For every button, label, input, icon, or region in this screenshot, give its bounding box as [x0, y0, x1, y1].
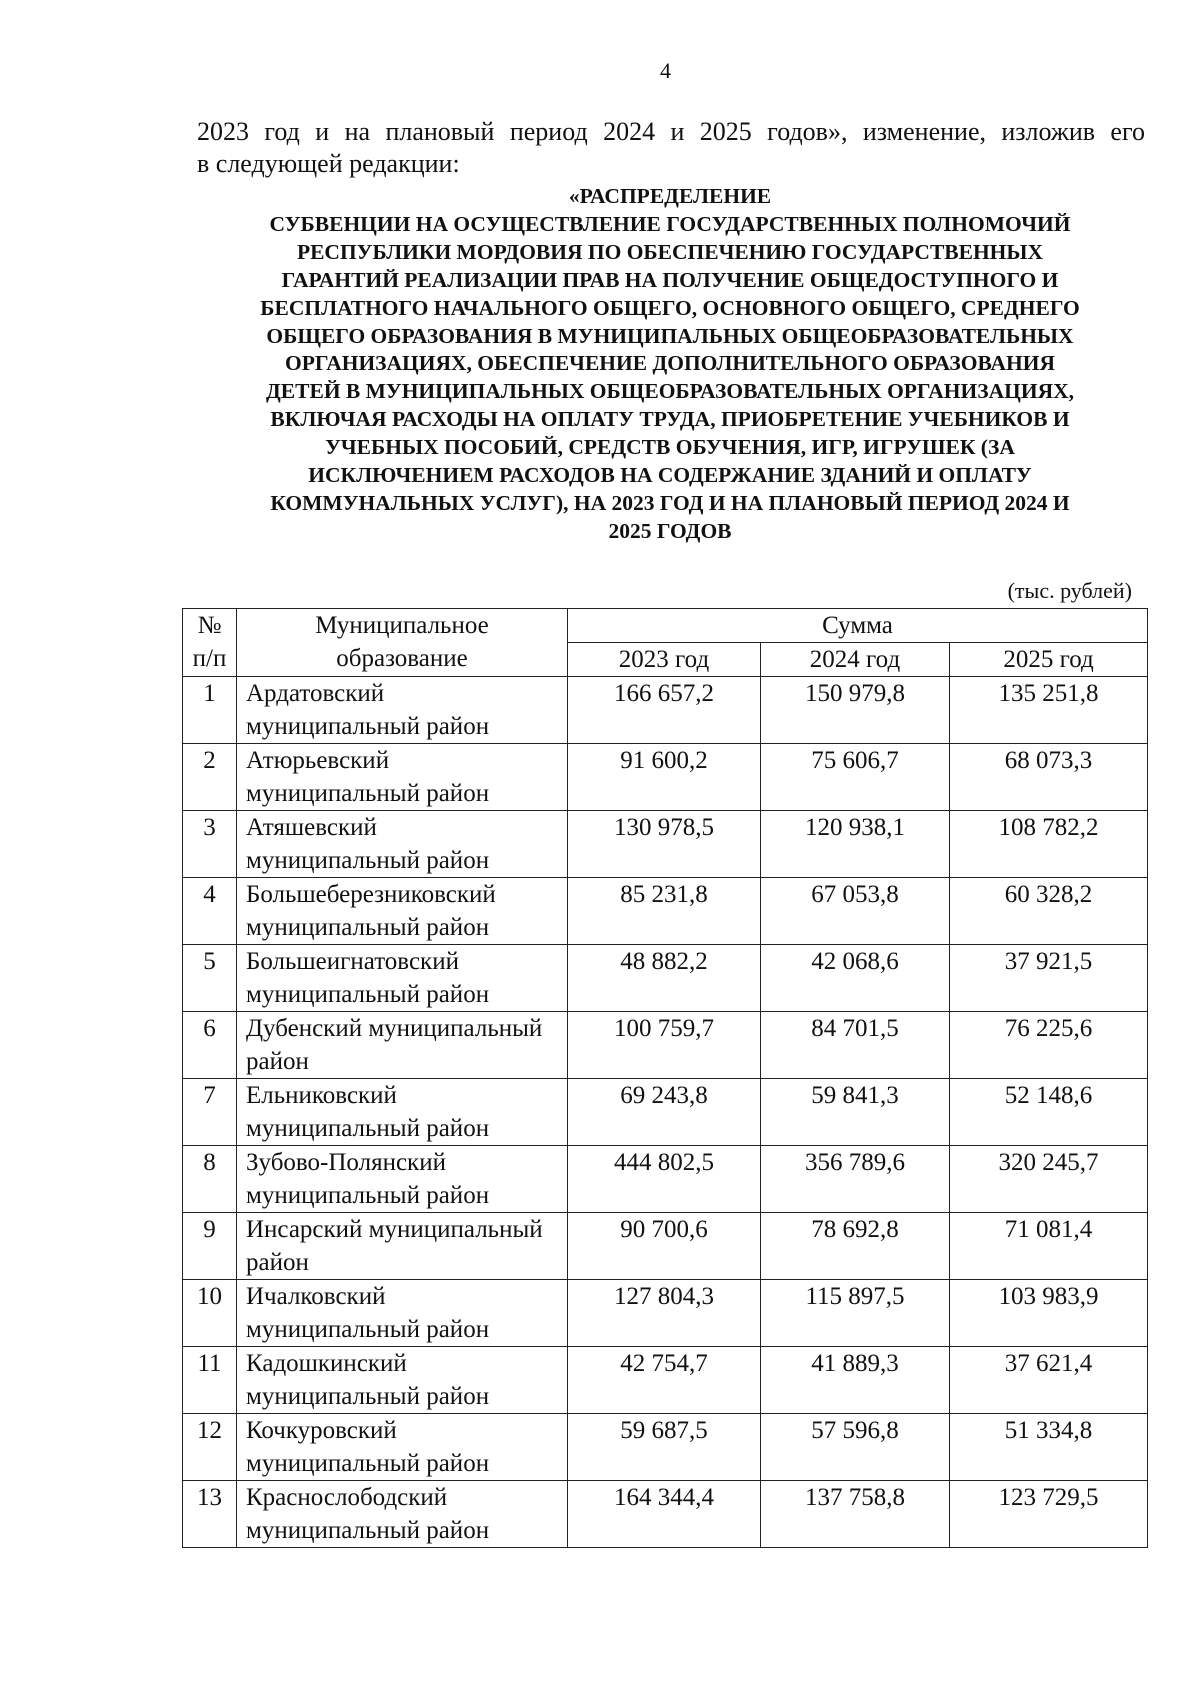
- municipality-name: [237, 1280, 568, 1347]
- value-2025: 135 251,8: [950, 677, 1148, 744]
- title-line: ОБЩЕГО ОБРАЗОВАНИЯ В МУНИЦИПАЛЬНЫХ ОБЩЕОБРАЗОВАТЕЛЬНЫХ: [266, 323, 1074, 348]
- header-number: [183, 609, 237, 677]
- municipality-name-line: Атюрьевский: [246, 747, 390, 774]
- table-row: [183, 677, 1148, 744]
- title-line: ДЕТЕЙ В МУНИЦИПАЛЬНЫХ ОБЩЕОБРАЗОВАТЕЛЬНЫХ ОРГАНИЗАЦИЯХ,: [266, 379, 1074, 404]
- table-row: [183, 744, 1148, 811]
- municipality-name-line: Ардатовский: [246, 680, 385, 707]
- table-row: [183, 1347, 1148, 1414]
- row-number: 5: [183, 945, 237, 1012]
- value-2024: 59 841,3: [761, 1079, 950, 1146]
- table-row: [183, 1146, 1148, 1213]
- header-sum: Сумма: [568, 609, 1148, 643]
- municipality-name: [237, 1146, 568, 1213]
- value-2023: 48 882,2: [568, 945, 761, 1012]
- municipality-name-line: Кадошкинский: [246, 1350, 407, 1377]
- value-2025: 103 983,9: [950, 1280, 1148, 1347]
- municipality-name: [237, 677, 568, 744]
- table-body: [183, 677, 1148, 1548]
- title-line: КОММУНАЛЬНЫХ УСЛУГ), НА 2023 ГОД И НА ПЛАНОВЫЙ ПЕРИОД 2024 И: [270, 490, 1070, 515]
- title-line: ВКЛЮЧАЯ РАСХОДЫ НА ОПЛАТУ ТРУДА, ПРИОБРЕТЕНИЕ УЧЕБНИКОВ И: [270, 407, 1070, 432]
- value-2025: 68 073,3: [950, 744, 1148, 811]
- value-2025: 320 245,7: [950, 1146, 1148, 1213]
- title-line: ОРГАНИЗАЦИЯХ, ОБЕСПЕЧЕНИЕ ДОПОЛНИТЕЛЬНОГО ОБРАЗОВАНИЯ: [285, 351, 1055, 376]
- row-number: 13: [183, 1481, 237, 1548]
- value-2023: 85 231,8: [568, 878, 761, 945]
- value-2024: 67 053,8: [761, 878, 950, 945]
- table-row: [183, 945, 1148, 1012]
- document-title: [200, 183, 1140, 546]
- row-number: 8: [183, 1146, 237, 1213]
- value-2024: 41 889,3: [761, 1347, 950, 1414]
- title-line: РЕСПУБЛИКИ МОРДОВИЯ ПО ОБЕСПЕЧЕНИЮ ГОСУДАРСТВЕННЫХ: [296, 239, 1044, 264]
- value-2023: 166 657,2: [568, 677, 761, 744]
- value-2024: 137 758,8: [761, 1481, 950, 1548]
- value-2024: 75 606,7: [761, 744, 950, 811]
- value-2023: 59 687,5: [568, 1414, 761, 1481]
- header-municipality-line-1: Муниципальное: [315, 612, 489, 639]
- value-2025: 37 921,5: [950, 945, 1148, 1012]
- header-municipality-line-2: образование: [336, 645, 468, 672]
- municipality-name-line: Ельниковский: [246, 1082, 397, 1109]
- municipality-name-line: муниципальный район: [246, 780, 490, 807]
- value-2025: 123 729,5: [950, 1481, 1148, 1548]
- value-2023: 69 243,8: [568, 1079, 761, 1146]
- value-2025: 51 334,8: [950, 1414, 1148, 1481]
- header-year-2024: 2024 год: [761, 643, 950, 677]
- municipality-name: [237, 878, 568, 945]
- value-2025: 71 081,4: [950, 1213, 1148, 1280]
- title-line: ИСКЛЮЧЕНИЕМ РАСХОДОВ НА СОДЕРЖАНИЕ ЗДАНИЙ И ОПЛАТУ: [308, 463, 1032, 488]
- municipality-name-line: Атяшевский: [246, 814, 377, 841]
- municipality-name-line: муниципальный район: [246, 914, 490, 941]
- row-number: 9: [183, 1213, 237, 1280]
- table-row: [183, 811, 1148, 878]
- table-row: [183, 878, 1148, 945]
- header-year-2023: 2023 год: [568, 643, 761, 677]
- municipality-name-line: муниципальный район: [246, 1517, 490, 1544]
- municipality-name-line: муниципальный район: [246, 1115, 490, 1142]
- value-2025: 60 328,2: [950, 878, 1148, 945]
- municipality-name-line: Ичалковский: [246, 1283, 386, 1310]
- municipality-name: [237, 811, 568, 878]
- row-number: 7: [183, 1079, 237, 1146]
- distribution-table: [182, 608, 1148, 1548]
- table-row: [183, 1213, 1148, 1280]
- municipality-name-line: Краснослободский: [246, 1484, 448, 1511]
- row-number: 1: [183, 677, 237, 744]
- title-line: СУБВЕНЦИИ НА ОСУЩЕСТВЛЕНИЕ ГОСУДАРСТВЕННЫХ ПОЛНОМОЧИЙ: [269, 211, 1071, 236]
- municipality-name-line: район: [246, 1048, 309, 1075]
- value-2023: 127 804,3: [568, 1280, 761, 1347]
- intro-line-2: в следующей редакции:: [197, 149, 460, 178]
- table-row: [183, 1079, 1148, 1146]
- municipality-name: [237, 1347, 568, 1414]
- municipality-name-line: Дубенский муниципальный: [246, 1015, 543, 1042]
- municipality-name: [237, 1012, 568, 1079]
- municipality-name: [237, 945, 568, 1012]
- intro-paragraph: [197, 116, 1145, 180]
- header-year-2025: 2025 год: [950, 643, 1148, 677]
- row-number: 4: [183, 878, 237, 945]
- value-2025: 108 782,2: [950, 811, 1148, 878]
- value-2023: 91 600,2: [568, 744, 761, 811]
- value-2023: 42 754,7: [568, 1347, 761, 1414]
- table-row: [183, 1280, 1148, 1347]
- municipality-name-line: муниципальный район: [246, 1316, 490, 1343]
- municipality-name-line: муниципальный район: [246, 1182, 490, 1209]
- header-number-line-1: №: [197, 612, 222, 639]
- municipality-name-line: район: [246, 1249, 309, 1276]
- title-line: БЕСПЛАТНОГО НАЧАЛЬНОГО ОБЩЕГО, ОСНОВНОГО ОБЩЕГО, СРЕДНЕГО: [260, 295, 1080, 320]
- units-label: (тыс. рублей): [1007, 578, 1132, 603]
- value-2024: 150 979,8: [761, 677, 950, 744]
- value-2024: 57 596,8: [761, 1414, 950, 1481]
- value-2023: 130 978,5: [568, 811, 761, 878]
- intro-line-1: 2023 год и на плановый период 2024 и 2025 годов», изменение, изложив его: [197, 117, 1145, 146]
- row-number: 3: [183, 811, 237, 878]
- row-number: 6: [183, 1012, 237, 1079]
- row-number: 11: [183, 1347, 237, 1414]
- municipality-name-line: Кочкуровский: [246, 1417, 397, 1444]
- municipality-name-line: муниципальный район: [246, 713, 490, 740]
- municipality-name: [237, 1481, 568, 1548]
- municipality-name: [237, 1213, 568, 1280]
- value-2024: 84 701,5: [761, 1012, 950, 1079]
- value-2024: 356 789,6: [761, 1146, 950, 1213]
- header-municipality: [237, 609, 568, 677]
- municipality-name: [237, 744, 568, 811]
- municipality-name-line: муниципальный район: [246, 981, 490, 1008]
- table-row: [183, 1481, 1148, 1548]
- table-header: [183, 609, 1148, 677]
- value-2023: 90 700,6: [568, 1213, 761, 1280]
- municipality-name-line: Большеигнатовский: [246, 948, 459, 975]
- value-2023: 164 344,4: [568, 1481, 761, 1548]
- page-number: 4: [660, 58, 671, 83]
- value-2024: 120 938,1: [761, 811, 950, 878]
- value-2025: 37 621,4: [950, 1347, 1148, 1414]
- value-2024: 115 897,5: [761, 1280, 950, 1347]
- value-2025: 76 225,6: [950, 1012, 1148, 1079]
- municipality-name: [237, 1079, 568, 1146]
- value-2024: 78 692,8: [761, 1213, 950, 1280]
- municipality-name-line: Инсарский муниципальный: [246, 1216, 543, 1243]
- municipality-name-line: муниципальный район: [246, 1383, 490, 1410]
- title-line: ГАРАНТИЙ РЕАЛИЗАЦИИ ПРАВ НА ПОЛУЧЕНИЕ ОБЩЕДОСТУПНОГО И: [281, 267, 1059, 292]
- title-line: 2025 ГОДОВ: [608, 518, 732, 543]
- table-row: [183, 1012, 1148, 1079]
- municipality-name-line: муниципальный район: [246, 847, 490, 874]
- table-row: [183, 1414, 1148, 1481]
- value-2025: 52 148,6: [950, 1079, 1148, 1146]
- value-2023: 100 759,7: [568, 1012, 761, 1079]
- value-2024: 42 068,6: [761, 945, 950, 1012]
- row-number: 12: [183, 1414, 237, 1481]
- row-number: 10: [183, 1280, 237, 1347]
- row-number: 2: [183, 744, 237, 811]
- municipality-name-line: муниципальный район: [246, 1450, 490, 1477]
- municipality-name-line: Большеберезниковский: [246, 881, 496, 908]
- title-line: «РАСПРЕДЕЛЕНИЕ: [568, 184, 772, 208]
- municipality-name-line: Зубово-Полянский: [246, 1149, 446, 1176]
- header-number-line-2: п/п: [192, 645, 227, 672]
- value-2023: 444 802,5: [568, 1146, 761, 1213]
- municipality-name: [237, 1414, 568, 1481]
- title-line: УЧЕБНЫХ ПОСОБИЙ, СРЕДСТВ ОБУЧЕНИЯ, ИГР, ИГРУШЕК (ЗА: [325, 435, 1015, 460]
